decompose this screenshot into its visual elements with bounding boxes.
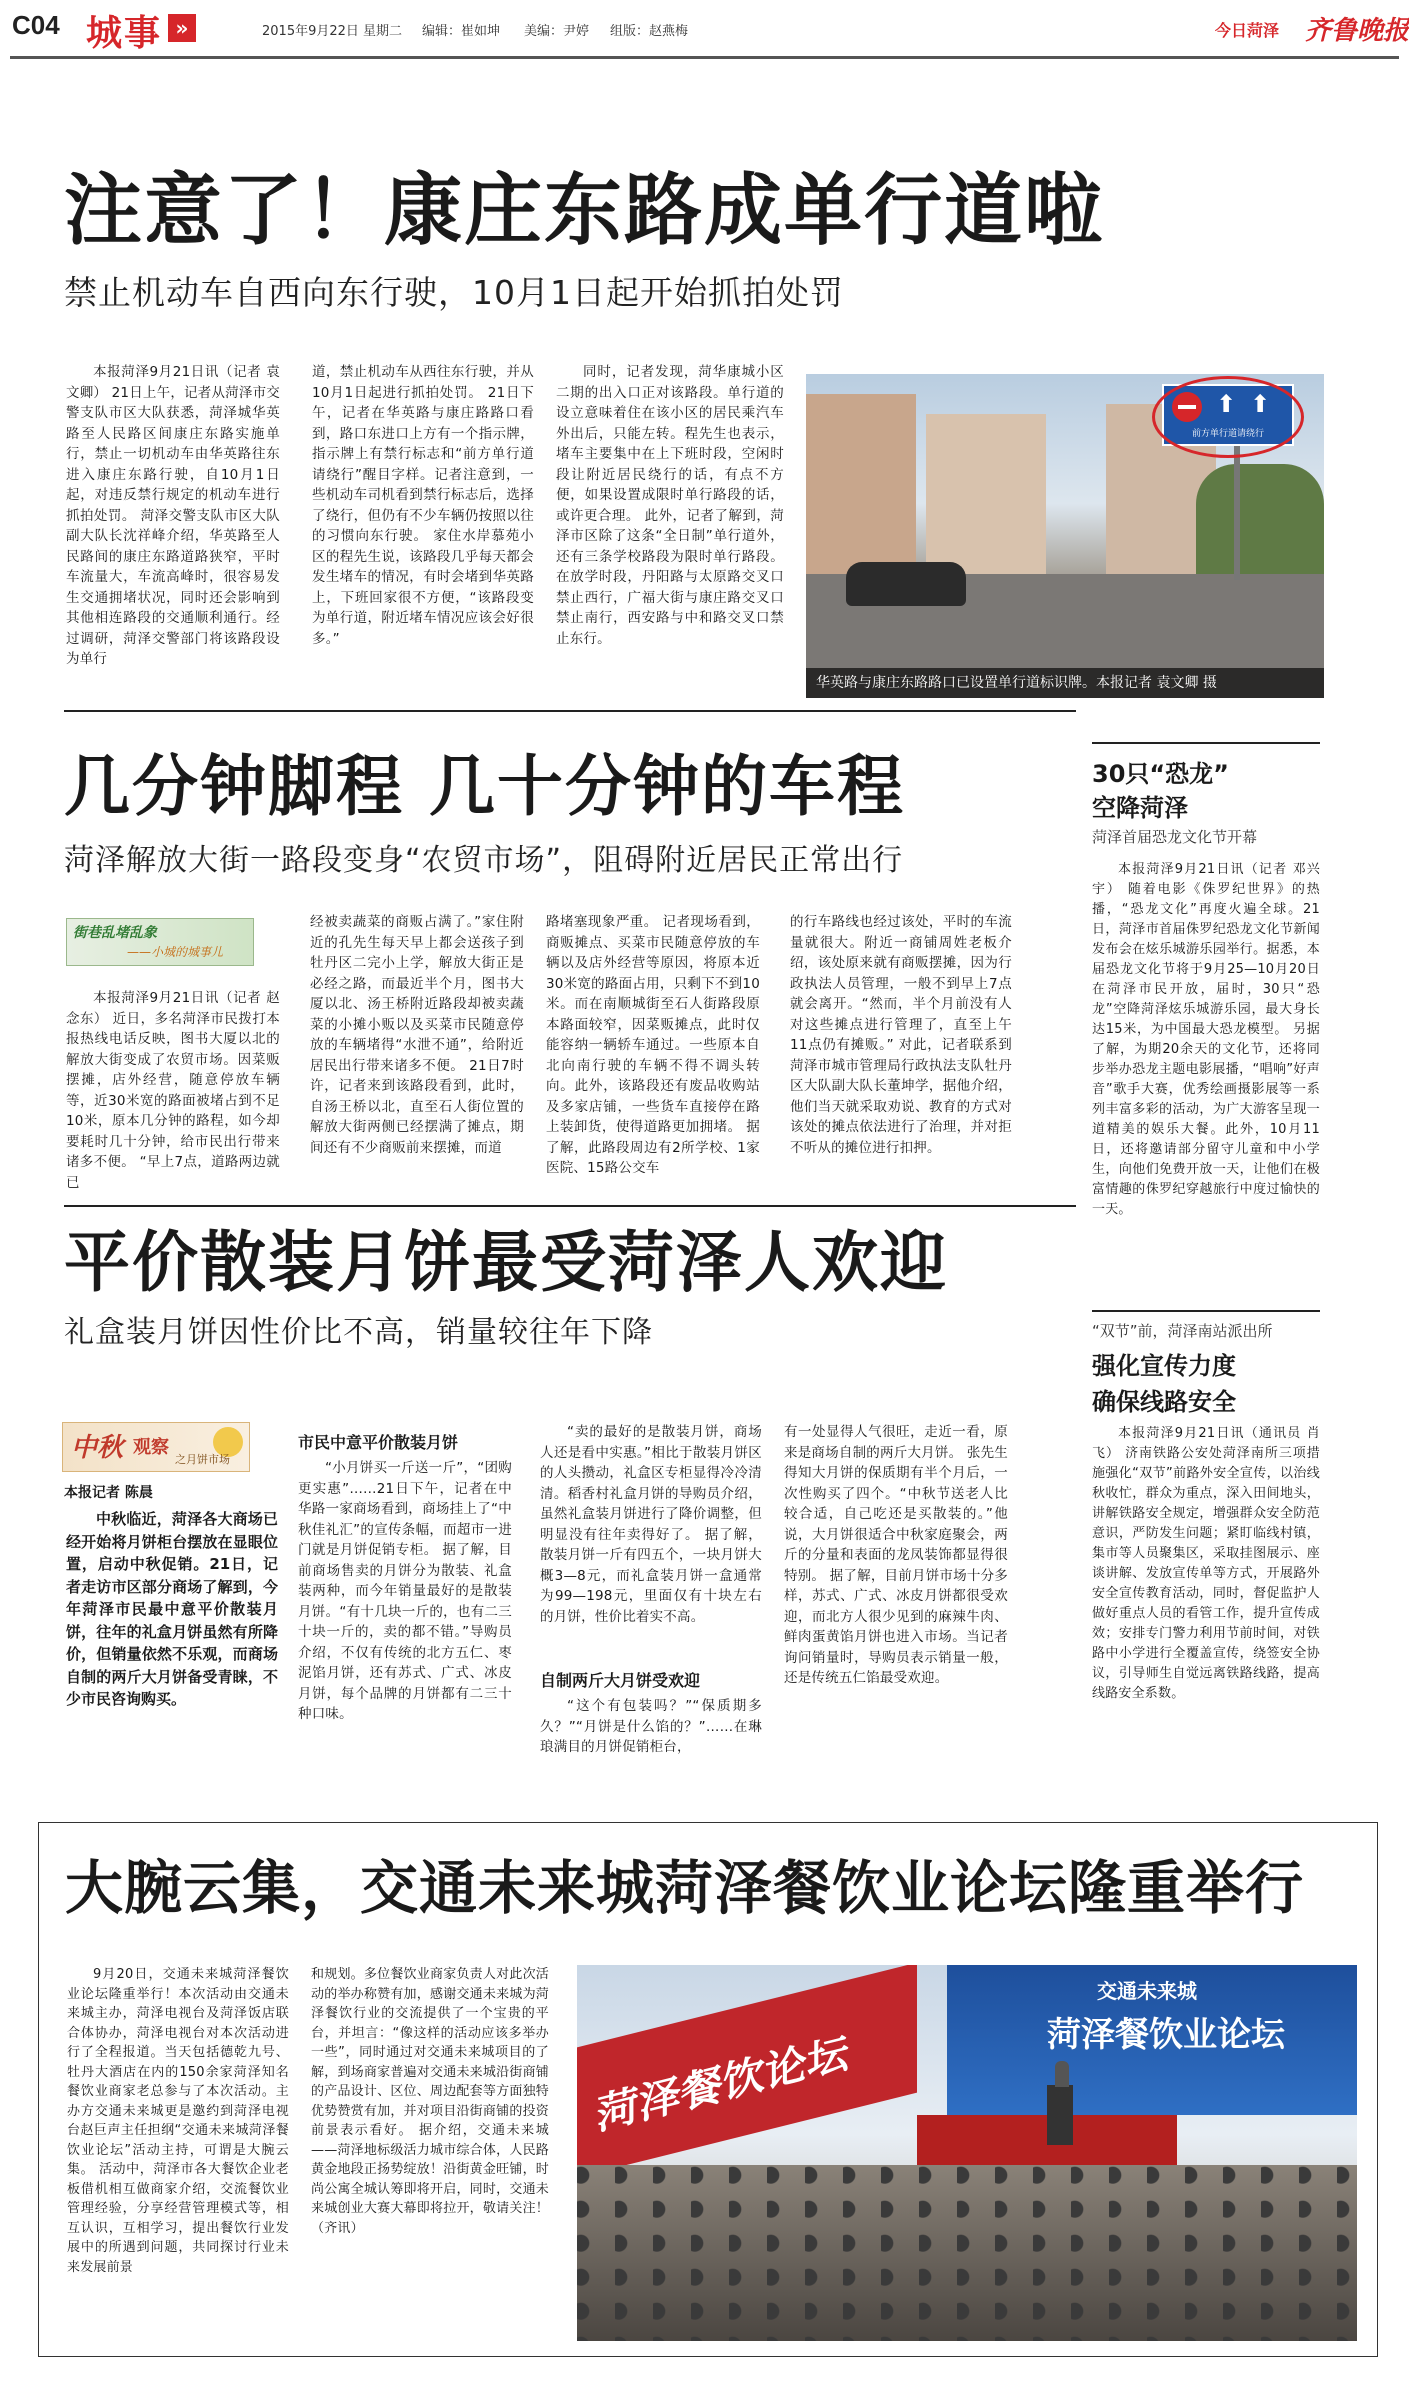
article1-column-3: 同时，记者发现，菏华康城小区二期的出入口正对该路段。单行道的设立意味着住在该小区的居民乘汽车外出后，只能左转。程先生也表示，堵车主要集中在上下班时段，空闲时段让附近居民绕行的话，有点不方便，如果设置成限时单行路段的话，或许更合理。 此外，记者了解到，菏泽市区除了这条“全日制”单行道外，还有三条学校路段为限时单行路段。在放学时段，丹阳路与太原路交叉口禁止西行，广福大街与康庄路交叉口禁止南行，西安路与中和路交叉口禁止东行。 <box>556 364 784 647</box>
article1-subheadline: 禁止机动车自西向东行驶，10月1日起开始抓拍处罚 <box>64 273 844 312</box>
series-badge-title: 街巷乱堵乱象 <box>73 925 157 941</box>
speaker <box>1055 2061 1069 2087</box>
sidebar2-body: 本报菏泽9月21日讯（通讯员 肖飞） 济南铁路公安处菏泽南所三项措施强化“双节”前路外安全宣传，以治线秋收忙，群众为重点，深入田间地头，讲解铁路安全规定，增强群众安全防范意识，严防发生问题；紧盯临线村镇，集市等人员聚集区，采取挂图展示、座谈讲解、发放宣传单等方式，开展路外安全宣传教育活动，同时，督促监护人做好重点人员的看管工作，提升宣传成效；安排专门警力利用节前时间，对铁路中小学进行全覆盖宣传，绕签安全协议，引导师生自觉远离铁路线路，提高线路安全系数。 <box>1092 1426 1320 1701</box>
art-credit: 美编：尹婷 <box>524 24 590 39</box>
series-badge-tail: ——小城的城事儿 <box>127 945 224 959</box>
photo-building-mid <box>926 414 1046 574</box>
arrow-up-icon-2: ⬆ <box>1250 390 1271 418</box>
photo-caption: 华英路与康庄东路路口已设置单行道标识牌。本报记者 袁文卿 摄 <box>806 668 1324 698</box>
header-rule <box>10 56 1399 59</box>
editor-credit: 编辑：崔如坤 <box>422 24 501 39</box>
article2-column-3: 路堵塞现象严重。 记者现场看到，商贩摊点、买菜市民随意停放的车辆以及店外经营等原因，将原本近30米宽的路面占用，只剩下不到10米。而在南顺城街至石人街路段原本路面较窄，因菜贩摊点，此时仅能容纳一辆轿车通过。一些原本自北向南行驶的车辆不得不调头转向。此外，该路段还有废品收购站及多家店铺，一些货车直接停在路上装卸货，使得道路更加拥堵。 据了解，此路段周边有2所学校、1家医院、15路公交车 <box>546 914 760 1176</box>
article2-subheadline: 菏泽解放大街一路段变身“农贸市场”，阻碍附近居民正常出行 <box>64 843 904 878</box>
article3-subhead-1: 市民中意平价散装月饼 <box>298 1433 459 1452</box>
article4-column-1: 9月20日，交通未来城菏泽餐饮业论坛隆重举行！本次活动由交通未来城主办，菏泽电视台及菏泽饭店联合体协办，菏泽电视台对本次活动进行了全程报道。当天包括德乾九号、牡丹大酒店在内的150余家菏泽知名餐饮业商家老总参与了本次活动。主办方交通未来城更是邀约到菏泽电视台赵巨声主任担纲“交通未来城菏泽餐饮业论坛”活动主持，可谓是大腕云集。 活动中，菏泽市各大餐饮企业老板借机相互做商家介绍，交流餐饮业管理经验，分享经营管理模式等，相互认识，互相学习，提出餐饮行业发展中的所遇到问题，共同探讨行业未来发展前景 <box>67 1967 289 2275</box>
article3-column-3a: “卖的最好的是散装月饼，商场人还是看中实惠。”相比于散装月饼区的人头攒动，礼盒区专柜显得冷冷清清。稻香村礼盒月饼的导购员介绍，虽然礼盒装月饼进行了降价调整，但明显没有往年卖得好了。 据了解，散装月饼一斤有四五个，一块月饼大概3—8元，而礼盒装月饼一盒通常为99—198元，里面仅有十块左右的月饼，性价比着实不高。 <box>540 1424 762 1625</box>
sidebar2-top-rule <box>1092 1310 1320 1312</box>
issue-date: 2015年9月22日 星期二 <box>262 24 403 39</box>
article3-byline: 本报记者 陈晨 <box>64 1485 153 1501</box>
article3-headline: 平价散装月饼最受菏泽人欢迎 <box>64 1224 948 1301</box>
backdrop-brand: 交通未来城 <box>1097 1979 1197 2003</box>
article3-column-4: 有一处显得人气很旺，走近一看，原来是商场自制的两斤大月饼。 张先生得知大月饼的保质期有半个月后，一次性购买了四个。“中秋节送老人比较合适，自己吃还是买散装的。”他说，大月饼很适合中秋家庭聚会，两斤的分量和表面的龙凤装饰都显得很特别。 据了解，目前月饼市场十分多样，苏式、广式、冰皮月饼都很受欢迎，而北方人很少见到的麻辣牛肉、鲜肉蛋黄馅月饼也进入市场。当记者询问销量时，导购员表示销量一般，还是传统五仁馅最受欢迎。 <box>784 1424 1008 1686</box>
article3-lead: 中秋临近，菏泽各大商场已经开始将月饼柜台摆放在显眼位置，启动中秋促销。21日，记者走访市区部分商场了解到，今年菏泽市民最中意平价散装月饼，往年的礼盒月饼虽然有所降价，但销量依然不乐观，而商场自制的两斤大月饼备受青睐，不少市民咨询购买。 <box>66 1510 278 1708</box>
article-mooncake <box>0 1212 1090 1772</box>
sidebar1-top-rule <box>1092 742 1320 744</box>
article2-headline: 几分钟脚程 几十分钟的车程 <box>64 748 905 825</box>
article1-column-1: 本报菏泽9月21日讯（记者 袁文卿） 21日上午，记者从菏泽市交警支队市区大队获悉，菏泽城华英路至人民路区间康庄东路实施单行，禁止一切机动车由华英路往东进入康庄东路行驶，自10月1日起，对违反禁行规定的机动车进行抓拍处罚。 菏泽交警支队市区大队副大队长沈祥峰介绍，华英路至人民路间的康庄东路道路狭窄，平时车流量大，车流高峰时，很容易发生交通拥堵状况，同时还会影响到其他相连路段的交通顺利通行。经过调研，菏泽交警部门将该路段设为单行 <box>66 364 280 667</box>
page-number: C04 <box>12 10 60 40</box>
article2-column-4: 的行车路线也经过该处，平时的车流量就很大。附近一商铺周姓老板介绍，该处原来就有商贩摆摊，因为行政执法人员管理，一般不到早上7点就会离开。“然而，半个月前没有人对这些摊点进行管理了，直至上午11点仍有摊贩。” 对此，记者联系到菏泽市城市管理局行政执法支队牡丹区大队副大队长董坤学，据他介绍，他们当天就采取劝说、教育的方式对该处的摊点依法进行了治理，并对拒不听从的摊位进行扣押。 <box>790 914 1012 1156</box>
sidebar1-body: 本报菏泽9月21日讯（记者 邓兴宇） 随着电影《侏罗纪世界》的热播，“恐龙文化”再度火遍全球。21日，菏泽市首届侏罗纪恐龙文化节新闻发布会在炫乐城游乐园举行。据悉，本届恐龙文化节将于9月25—10月20日在菏泽市民开放，届时，30只“恐龙”空降菏泽炫乐城游乐园，最大身长达15米，为中国最大恐龙模型。 另据了解，为期20余天的文化节，还将同步举办恐龙主题电影展播，“唱响”好声音”歌手大赛，优秀绘画摄影展等一系列丰富多彩的活动，为广大游客呈现一道精美的娱乐大餐。此外，10月11日，还将邀请部分留守儿童和中小学生，向他们免费开放一天，让他们在极富情趣的侏罗纪穿越旅行中度过愉快的一天。 <box>1092 862 1320 1217</box>
article4-headline: 大腕云集，交通未来城菏泽餐饮业论坛隆重举行 <box>65 1854 1305 1922</box>
backdrop-title: 菏泽餐饮业论坛 <box>1047 2015 1285 2055</box>
article2-column-1: 本报菏泽9月21日讯（记者 赵念东） 近日，多名菏泽市民拨打本报热线电话反映，图书大厦以北的解放大街变成了农贸市场。因菜贩摆摊，店外经营，随意停放车辆等，近30米宽的路面被堵占到不足10米，原本几分钟的路程，如今却要耗时几十分钟，给市民出行带来诸多不便。 “早上7点，道路两边就已 <box>66 990 280 1191</box>
article4-column-2: 和规划。多位餐饮业商家负责人对此次活动的举办称赞有加，感谢交通未来城为菏泽餐饮行业的交流提供了一个宝贵的平台，并坦言：“像这样的活动应该多举办一些”，同时通过对交通未来城项目的了解，到场商家普遍对交通未来城沿街商铺的产品设计、区位、周边配套等方面独特优势赞赏有加，并对项目沿街商铺的投资前景表示看好。 据介绍，交通未来城——菏泽地标级活力城市综合体，人民路黄金地段正扬势绽放！沿街黄金旺铺，时尚公寓全城认筹即将开启，同时，交通未来城创业大赛大幕即将拉开，敬请关注！ （齐讯） <box>311 1967 549 2236</box>
section-title: 城事 <box>86 13 163 54</box>
photo-trees <box>1196 464 1324 574</box>
article-forum <box>38 1822 1378 2357</box>
article3-subhead-2: 自制两斤大月饼受欢迎 <box>540 1671 701 1690</box>
audience <box>577 2165 1357 2341</box>
photo-car <box>846 562 966 606</box>
badge-tail-text: 之月饼市场 <box>175 1453 230 1466</box>
article3-column-2: “小月饼买一斤送一斤”，“团购更实惠”……21日下午，记者在中华路一家商场看到，商场挂上了“中秋佳礼汇”的宣传条幅，而超市一进门就是月饼促销专柜。 据了解，目前商场售卖的月饼分为散装、礼盒装两种，而今年销量最好的是散装月饼。“有十几块一斤的，也有二三十块一斤的，卖的都不错。”导购员介绍，不仅有传统的北方五仁、枣泥馅月饼，还有苏式、广式、冰皮月饼，每个品牌的月饼都有二三十种口味。 <box>298 1460 512 1722</box>
article3-column-3b: “这个有包装吗？”“保质期多久？”“月饼是什么馅的？”……在琳琅满目的月饼促销柜台， <box>540 1698 762 1755</box>
sidebar1-title-line1: 30只“恐龙” <box>1092 760 1229 788</box>
badge-small-text: 观察 <box>133 1437 169 1458</box>
divider-1 <box>64 710 1076 712</box>
sidebar2-kicker: “双节”前，菏泽南站派出所 <box>1092 1322 1273 1340</box>
article1-column-2: 道，禁止机动车从西往东行驶，并从10月1日起进行抓拍处罚。 21日下午，记者在华英路与康庄路路口看到，路口东进口上方有一个指示牌，指示牌上有禁行标志和“前方单行道请绕行”醒目字样。记者注意到，一些机动车司机看到禁行标志后，选择了绕行，但仍有不少车辆仍按照以往的习惯向东行驶。 家住水岸慕苑小区的程先生说，该路段几乎每天都会发生堵车的情况，有时会堵到华英路上，下班回家很不方便，“该路段变为单行道，附近堵车情况应该会好很多。” <box>312 364 534 647</box>
series-badge <box>66 918 254 966</box>
sidebar2-title-line2: 确保线路安全 <box>1092 1388 1236 1416</box>
article-market-road <box>0 730 1090 1200</box>
article2-column-2: 经被卖蔬菜的商贩占满了。”家住附近的孔先生每天早上都会送孩子到牡丹区二完小上学，解放大街正是必经之路，而最近半个月，图书大厦以北、汤王桥附近路段却被卖蔬菜的小摊小贩以及买菜市民随意停放的车辆堵得“水泄不通”，给附近居民出行带来诸多不便。 21日7时许，记者来到该路段看到，此时，自汤王桥以北，直至石人街位置的解放大街两侧已经摆满了摊点，期间还有不少商贩前来摆摊，而道 <box>310 914 524 1156</box>
left-wall-banner <box>577 1965 917 2177</box>
podium <box>1047 2085 1073 2145</box>
mid-autumn-badge <box>62 1422 250 1472</box>
article3-subheadline: 礼盒装月饼因性价比不高，销量较往年下降 <box>64 1315 653 1350</box>
article-one-way-road <box>0 150 1409 710</box>
sidebar1-title-line2: 空降菏泽 <box>1092 794 1188 822</box>
sidebar-railway <box>1092 1310 1322 1780</box>
brand-logo: 齐鲁晚报 <box>1305 16 1409 46</box>
sidebar1-subtitle: 菏泽首届恐龙文化节开幕 <box>1092 828 1258 846</box>
page-header <box>0 0 1409 60</box>
forum-photo <box>577 1965 1357 2341</box>
sign-text: 前方单行道请绕行 <box>1191 429 1264 439</box>
article1-headline: 注意了！康庄东路成单行道啦 <box>64 166 1105 256</box>
sidebar2-title-line1: 强化宣传力度 <box>1092 1352 1236 1380</box>
section-arrow-icon: » <box>168 14 196 42</box>
sign-highlight-circle <box>1152 376 1304 458</box>
divider-2 <box>64 1205 1076 1207</box>
badge-big-text: 中秋 <box>71 1433 124 1463</box>
edition-name: 今日菏泽 <box>1215 21 1280 40</box>
article1-photo <box>806 374 1324 698</box>
photo-building-left <box>806 394 916 584</box>
wall-banner-text: 菏泽餐饮论坛 <box>597 2027 850 2140</box>
sidebar-dinosaur <box>1092 728 1322 1308</box>
arrow-up-icon: ⬆ <box>1216 390 1237 418</box>
layout-credit: 组版：赵燕梅 <box>610 24 689 39</box>
